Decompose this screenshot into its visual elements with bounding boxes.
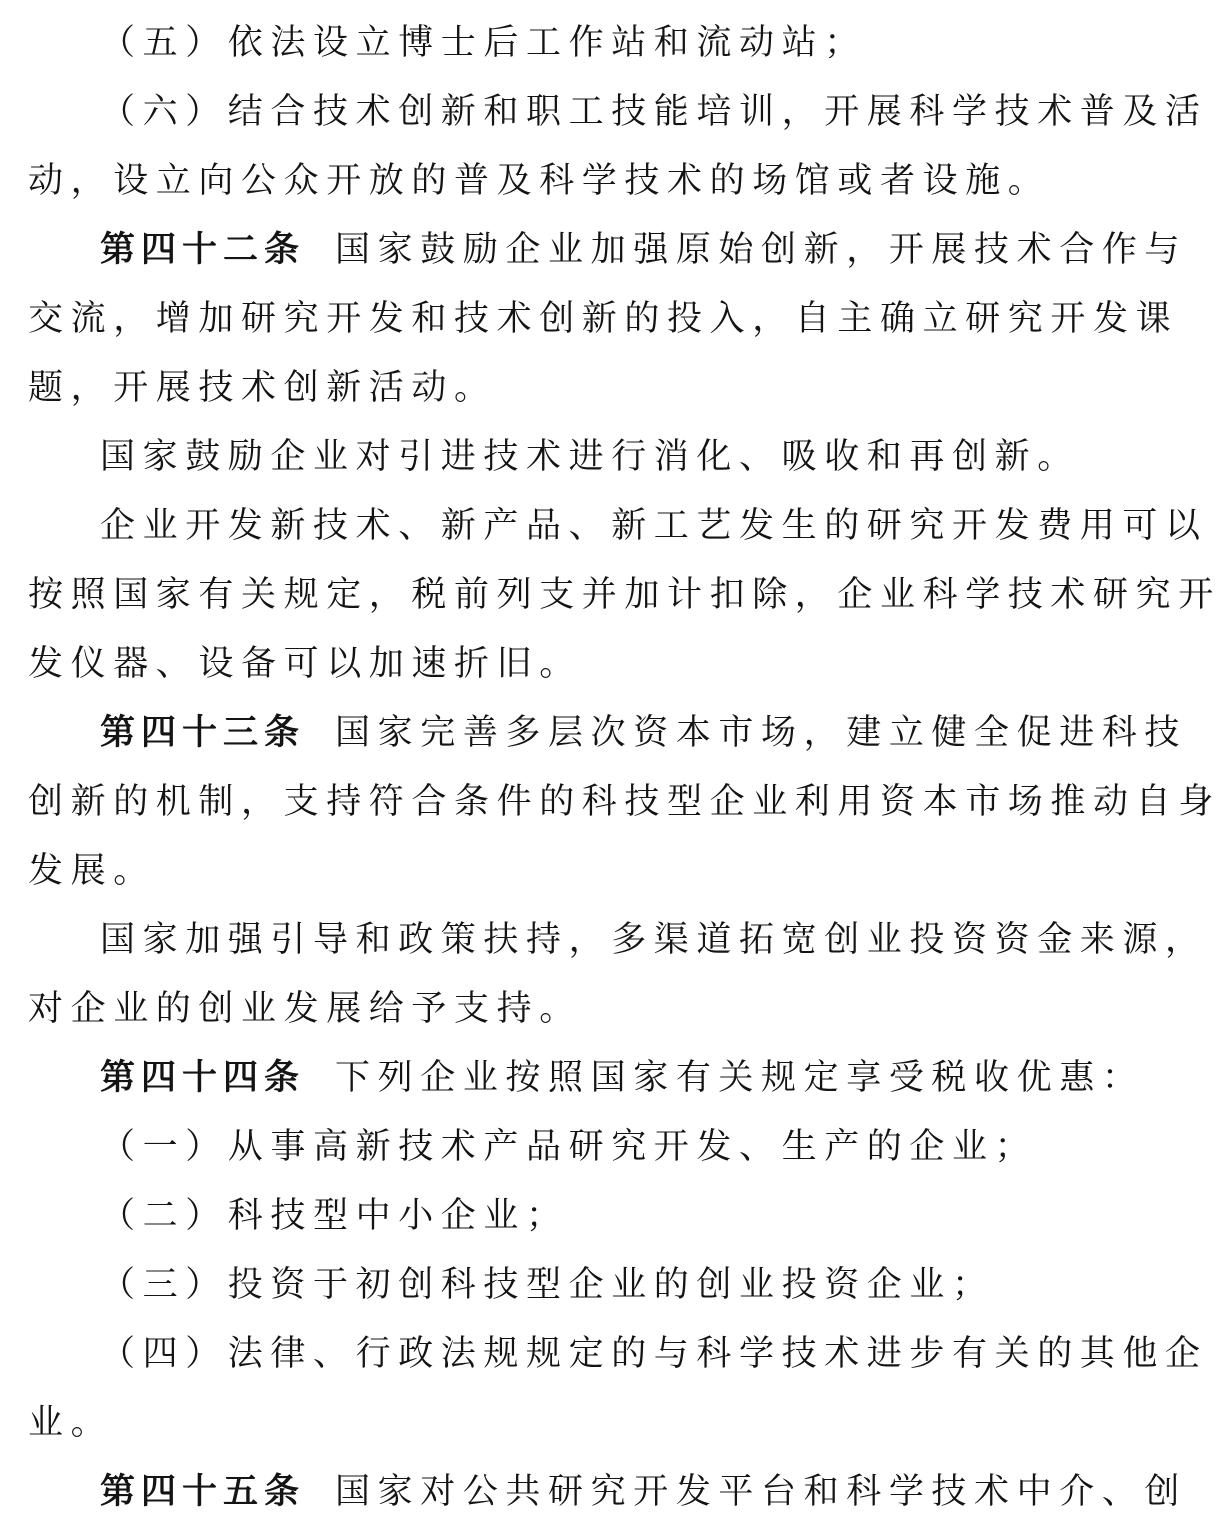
line-text: 国家对公共研究开发平台和科学技术中介、创 bbox=[335, 1472, 1188, 1512]
line-text: （五）依法设立博士后工作站和流动站； bbox=[100, 23, 867, 63]
line-8 bbox=[100, 501, 1208, 551]
line-text: （四）法律、行政法规规定的与科学技术进步有关的其他企 bbox=[100, 1334, 1208, 1374]
line-text: 业。 bbox=[28, 1403, 114, 1443]
line-15 bbox=[28, 984, 582, 1034]
line-13 bbox=[28, 846, 156, 896]
line-text: （二）科技型中小企业； bbox=[100, 1196, 569, 1236]
line-text: 国家加强引导和政策扶持，多渠道拓宽创业投资资金来源， bbox=[100, 920, 1208, 960]
line-9 bbox=[28, 570, 1221, 620]
line-text: （一）从事高新技术产品研究开发、生产的企业； bbox=[100, 1127, 1038, 1167]
line-2 bbox=[100, 87, 1208, 137]
line-text: 创新的机制，支持符合条件的科技型企业利用资本市场推动自身 bbox=[28, 782, 1221, 822]
line-text: 下列企业按照国家有关规定享受税收优惠： bbox=[335, 1058, 1145, 1098]
line-text: 发仪器、设备可以加速折旧。 bbox=[28, 644, 582, 684]
line-7 bbox=[100, 432, 1080, 482]
line-text: 对企业的创业发展给予支持。 bbox=[28, 989, 582, 1029]
line-19 bbox=[100, 1260, 995, 1310]
line-text: 动，设立向公众开放的普及科学技术的场馆或者设施。 bbox=[28, 161, 1051, 201]
line-5 bbox=[28, 294, 1178, 344]
line-text: 国家完善多层次资本市场，建立健全促进科技 bbox=[335, 713, 1188, 753]
line-text: 题，开展技术创新活动。 bbox=[28, 368, 497, 408]
article-number: 第四十三条 bbox=[100, 713, 306, 753]
line-text: 按照国家有关规定，税前列支并加计扣除，企业科学技术研究开 bbox=[28, 575, 1221, 615]
line-14 bbox=[100, 915, 1208, 965]
line-text: 发展。 bbox=[28, 851, 156, 891]
article-44-heading-line bbox=[100, 1053, 1144, 1103]
line-text: 企业开发新技术、新产品、新工艺发生的研究开发费用可以 bbox=[100, 506, 1208, 546]
line-18 bbox=[100, 1191, 569, 1241]
line-text: 交流，增加研究开发和技术创新的投入，自主确立研究开发课 bbox=[28, 299, 1179, 339]
line-text: （六）结合技术创新和职工技能培训，开展科学技术普及活 bbox=[100, 92, 1208, 132]
line-text: 国家鼓励企业对引进技术进行消化、吸收和再创新。 bbox=[100, 437, 1080, 477]
article-43-heading-line bbox=[100, 708, 1187, 758]
article-number: 第四十五条 bbox=[100, 1472, 306, 1512]
article-number: 第四十四条 bbox=[100, 1058, 306, 1098]
line-20 bbox=[100, 1329, 1208, 1379]
line-text: （三）投资于初创科技型企业的创业投资企业； bbox=[100, 1265, 995, 1305]
line-1 bbox=[100, 18, 867, 68]
article-number: 第四十二条 bbox=[100, 230, 306, 270]
line-17 bbox=[100, 1122, 1037, 1172]
article-42-heading-line bbox=[100, 225, 1187, 275]
article-45-heading-line bbox=[100, 1467, 1187, 1517]
line-text: 国家鼓励企业加强原始创新，开展技术合作与 bbox=[335, 230, 1188, 270]
line-10 bbox=[28, 639, 582, 689]
line-12 bbox=[28, 777, 1221, 827]
line-3 bbox=[28, 156, 1050, 206]
line-21 bbox=[28, 1398, 113, 1448]
line-6 bbox=[28, 363, 497, 413]
